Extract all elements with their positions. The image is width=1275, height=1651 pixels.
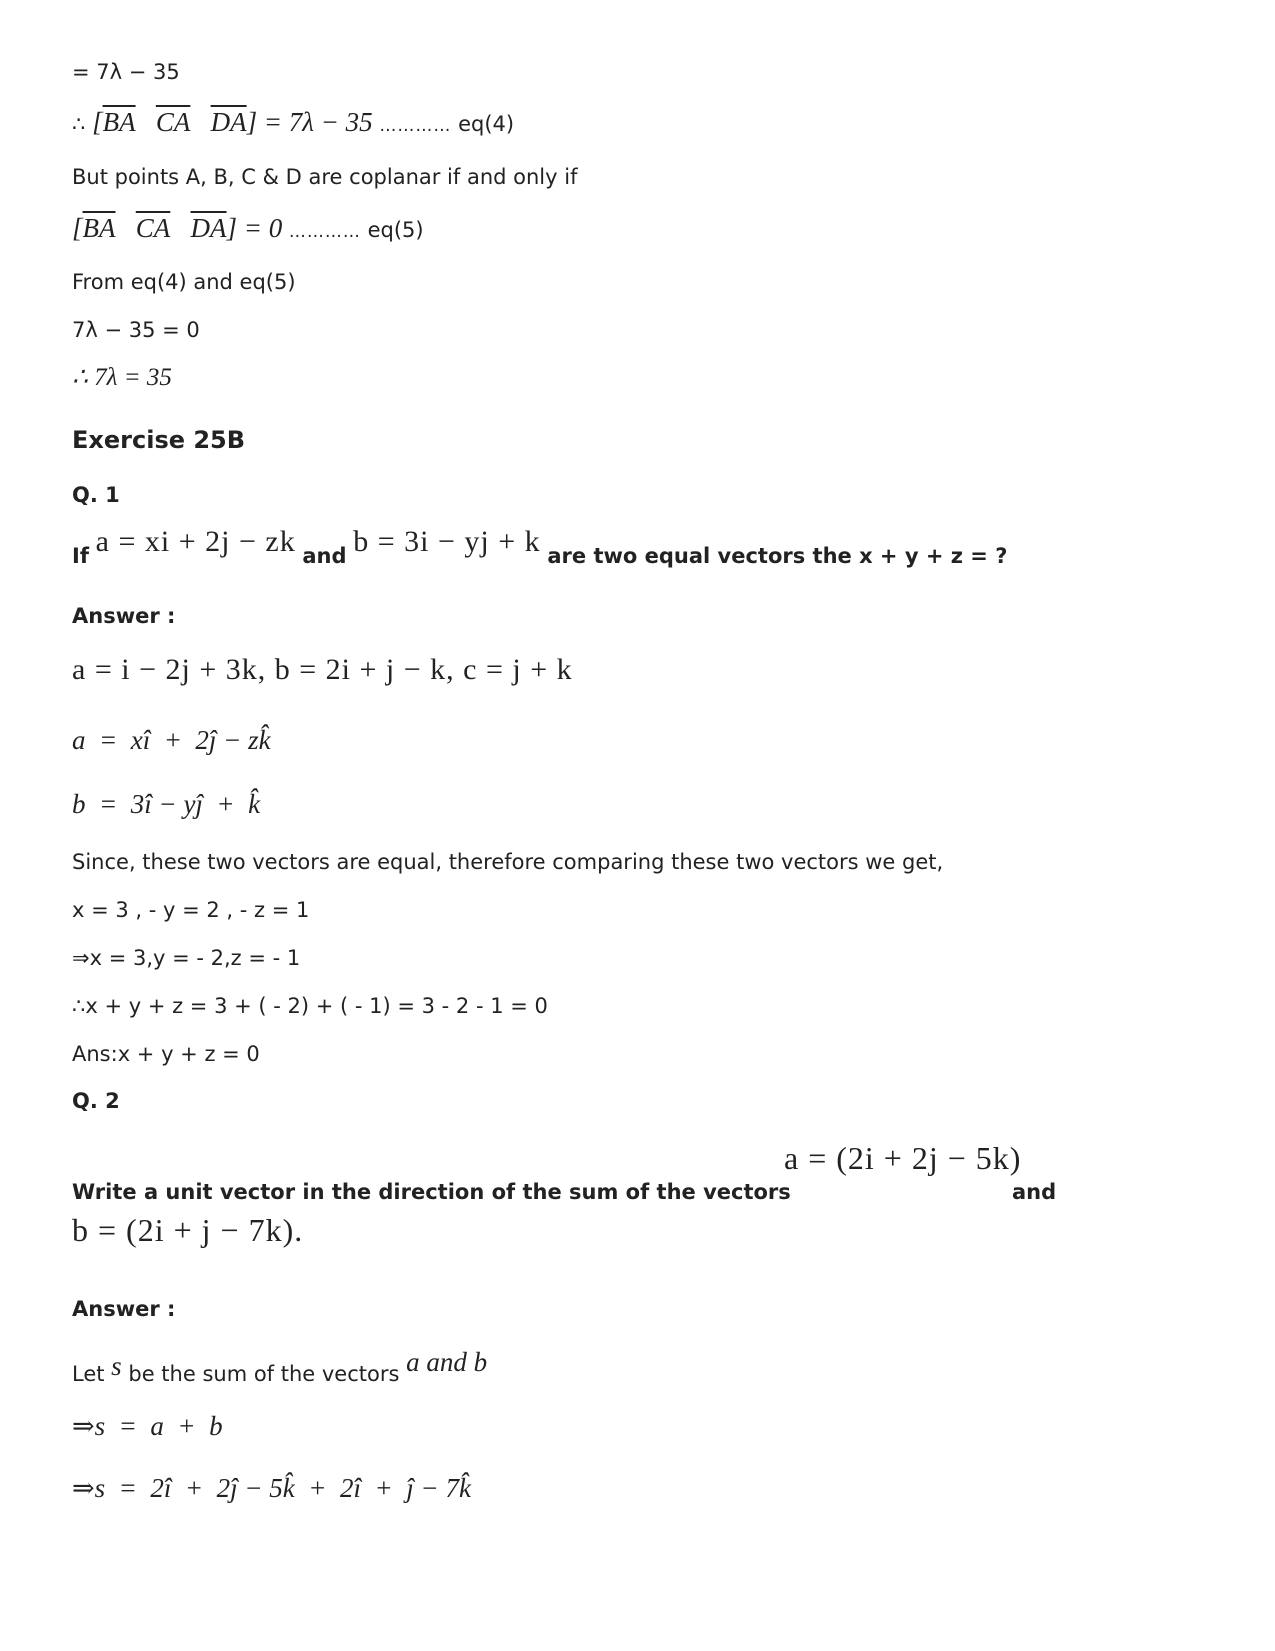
component-equations: x = 3 , - y = 2 , - z = 1	[72, 898, 310, 922]
equation-line-4	[72, 214, 424, 246]
answer-1-result: Ans:x + y + z = 0	[72, 1042, 260, 1066]
vector-da: $\overline{DA}$	[190, 213, 227, 243]
question-if: If	[72, 544, 89, 568]
vector-ca: $\overline{CA}$	[155, 107, 191, 137]
equation-rhs: = 0	[243, 213, 283, 243]
equation-line-1: = 7λ − 35	[72, 60, 180, 84]
let-word: Let	[72, 1362, 105, 1386]
question-1-text	[72, 525, 1008, 570]
component-solution: ⇒x = 3,y = - 2,z = - 1	[72, 946, 301, 970]
equation-reference: eq(5)	[367, 218, 424, 242]
sum-calculation: ∴x + y + z = 3 + ( - 2) + ( - 1) = 3 - 2 - 1 = 0	[72, 994, 548, 1018]
question-2-vector-b: b = (2i + j − 7k).	[72, 1212, 304, 1248]
vector-da: $\overline{DA}$	[210, 107, 247, 137]
vector-ba: $\overline{BA}$	[102, 107, 136, 137]
vector-b-expression: b = 3i − yj + k	[353, 525, 541, 558]
vectors-a-and-b: a and b	[406, 1347, 488, 1377]
sum-equation: ⇒s = a + b	[72, 1411, 223, 1441]
question-2-label: Q. 2	[72, 1089, 120, 1113]
question-2-text: Write a unit vector in the direction of the sum of the vectors	[72, 1180, 791, 1204]
equation-line-2	[72, 108, 514, 140]
vector-a-definition: a = xî + 2ĵ − zk̂	[72, 725, 271, 755]
vector-ba: $\overline{BA}$	[82, 213, 116, 243]
sum-expansion: ⇒s = 2î + 2ĵ − 5k̂ + 2î + ĵ − 7k̂	[72, 1473, 471, 1503]
answer-1-vectors: a = i − 2j + 3k, b = 2i + j − k, c = j + k	[72, 653, 573, 686]
sum-definition-middle: be the sum of the vectors	[128, 1362, 400, 1386]
comparison-text: Since, these two vectors are equal, therefore comparing these two vectors we get,	[72, 850, 944, 874]
equation-reference: eq(4)	[458, 112, 515, 136]
question-and: and	[302, 544, 347, 568]
vector-s-symbol: s	[111, 1351, 122, 1381]
exercise-title: Exercise 25B	[72, 426, 246, 454]
equation-line-6: 7λ − 35 = 0	[72, 318, 200, 342]
question-2-and: and	[1012, 1180, 1057, 1204]
coplanar-condition-text: But points A, B, C & D are coplanar if and only if	[72, 165, 578, 189]
scalar-triple-product: [$\overline{BA}$ $\overline{CA}$ $\overline{DA}$]	[72, 213, 238, 243]
scalar-triple-product: [$\overline{BA}$ $\overline{CA}$ $\overline{DA}$]	[92, 107, 258, 137]
question-tail: are two equal vectors the x + y + z = ?	[547, 544, 1008, 568]
dot-leader: …………	[379, 116, 452, 136]
vector-ca: $\overline{CA}$	[135, 213, 171, 243]
sum-definition-text	[72, 1347, 488, 1388]
question-1-label: Q. 1	[72, 483, 120, 507]
answer-2-label: Answer :	[72, 1297, 176, 1321]
therefore-symbol: ∴	[72, 112, 86, 136]
vector-b-definition: b = 3î − yĵ + k̂	[72, 789, 261, 819]
question-2-vector-a: a = (2i + 2j − 5k)	[784, 1140, 1022, 1176]
equation-line-7: ∴ 7λ = 35	[72, 364, 172, 391]
equation-rhs: = 7λ − 35	[263, 107, 373, 137]
from-equations-text: From eq(4) and eq(5)	[72, 270, 296, 294]
dot-leader: …………	[288, 222, 361, 242]
vector-a-expression: a = xi + 2j − zk	[95, 525, 296, 558]
answer-1-label: Answer :	[72, 604, 176, 628]
